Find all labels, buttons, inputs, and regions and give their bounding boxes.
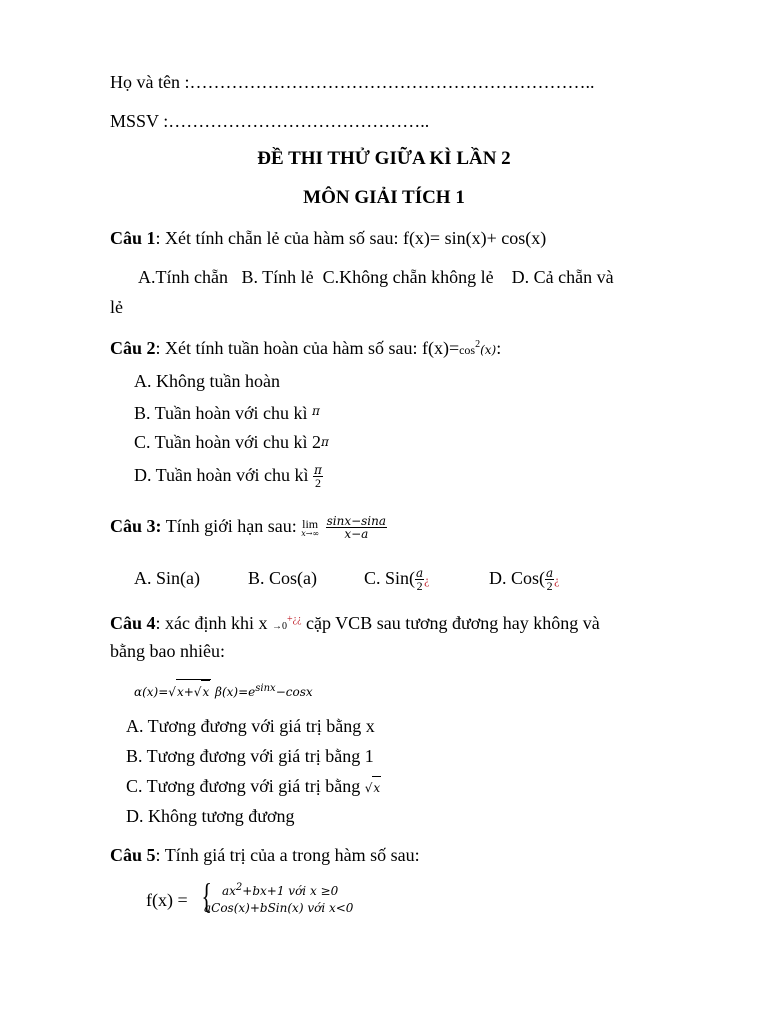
alpha-radicand-1-text: x+ — [176, 685, 194, 699]
question-3-option-b: B. Cos(a) — [248, 568, 317, 588]
lim-text: lim — [302, 516, 319, 531]
pi-symbol: π — [321, 435, 329, 449]
a-over-two-fraction — [415, 567, 424, 592]
question-3 — [110, 515, 387, 540]
name-field-line: Họ và tên :………………………………………………………….. — [110, 72, 595, 92]
question-4-option-b: B. Tương đương với giá trị bằng 1 — [126, 746, 374, 766]
question-4-text-c: bằng bao nhiêu: — [110, 641, 225, 661]
sqrt-radicand: x — [372, 776, 381, 799]
beta-rhs: −cosx — [275, 685, 313, 699]
limit-zero: 0 — [282, 621, 287, 632]
question-4-text-b: cặp VCB sau tương đương hay không và — [301, 613, 600, 633]
vcb-pair-formula: α(x)=√x+√x $\beta(x)=e^{sinx}-\cos x$ — [134, 678, 313, 703]
question-3-option-c-text: C. Sin( — [364, 568, 416, 588]
sqrt-x: √x — [365, 781, 381, 795]
piecewise-case-1 — [222, 880, 338, 899]
question-4-option-d: D. Không tương đương — [126, 806, 295, 826]
broken-glyph: ¿ — [424, 573, 430, 587]
question-2-option-d — [134, 464, 323, 489]
alpha-radicand-1: x+√x — [176, 679, 211, 703]
question-1-label: Câu 1 — [110, 228, 156, 248]
question-2-option-c-text: C. Tuần hoàn với chu kì 2 — [134, 432, 322, 452]
exam-title: ĐỀ THI THỬ GIỮA KÌ LẦN 2 — [257, 148, 511, 169]
pi-over-two-fraction — [313, 464, 323, 489]
question-3-option-a: A. Sin(a) — [134, 568, 200, 588]
broken-glyph: ¿ — [554, 573, 560, 587]
question-4-option-c-text: C. Tương đương với giá trị bằng — [126, 776, 361, 796]
question-1-text: : Xét tính chẵn lẻ của hàm số sau: f(x)= sin(x)+ cos(x) — [155, 228, 547, 248]
question-2-label: Câu 2 — [110, 338, 156, 358]
question-3-option-d-text: D. Cos( — [489, 568, 546, 588]
question-2 — [110, 334, 501, 361]
cos-function: cos — [459, 343, 476, 357]
fraction-numerator: π — [314, 463, 322, 478]
case-1-rest: +bx+1 với x ≥0 — [242, 884, 339, 898]
question-2-text: : Xét tính tuần hoàn của hàm số sau: f(x)= — [155, 338, 460, 358]
case-1-text: ax — [222, 884, 236, 898]
piecewise-fx-label: f(x) = — [146, 890, 188, 910]
question-2-option-b-text: B. Tuần hoàn với chu kì — [134, 403, 308, 423]
student-id-field-line: MSSV :…………………………………….. — [110, 111, 430, 131]
question-4 — [110, 609, 694, 638]
pi-symbol: π — [312, 404, 320, 418]
lim-subscript: x→∞ — [301, 528, 320, 538]
limit-operator — [301, 518, 319, 538]
fraction-denominator: 2 — [546, 579, 553, 594]
question-2-option-b — [134, 400, 320, 424]
question-4-option-c — [126, 775, 381, 799]
question-2-option-c — [134, 431, 329, 453]
question-3-option-d — [489, 567, 560, 592]
piecewise-brace: { — [201, 876, 212, 916]
limit-superscript: +¿¿ — [287, 614, 302, 625]
fraction-numerator: a — [546, 566, 554, 581]
fraction-denominator: 2 — [416, 579, 423, 594]
cos-argument: (x) — [480, 343, 497, 357]
question-1 — [110, 227, 546, 249]
question-2-option-a: A. Không tuần hoàn — [134, 371, 280, 391]
question-4-label: Câu 4 — [110, 613, 156, 633]
question-1-options-wrap: lẻ — [110, 297, 123, 317]
alpha-lhs: α(x)= — [134, 685, 169, 699]
question-3-label: Câu 3: — [110, 516, 162, 536]
limit-numerator: sinx−sina — [326, 514, 387, 529]
beta-lhs: β(x)=e — [215, 685, 256, 699]
fraction-numerator: a — [416, 566, 424, 581]
question-3-option-c — [364, 567, 430, 592]
question-1-options: A.Tính chẵn B. Tính lẻ C.Không chẵn không lẻ D. Cả chẵn và — [138, 267, 614, 287]
limit-fraction — [326, 515, 387, 540]
question-3-text: Tính giới hạn sau: — [161, 516, 297, 536]
question-4-text-a: : xác định khi x — [155, 613, 268, 633]
question-4-option-a: A. Tương đương với giá trị bằng x — [126, 716, 375, 736]
question-2-option-d-text: D. Tuần hoàn với chu kì — [134, 465, 309, 485]
question-5 — [110, 844, 420, 866]
subject-title: MÔN GIẢI TÍCH 1 — [303, 187, 465, 208]
piecewise-case-2: aCos(x)+bSin(x) với x<0 — [204, 901, 354, 915]
alpha-radicand-2: x — [201, 680, 210, 703]
case-1-exponent: 2 — [235, 882, 243, 893]
question-5-label: Câu 5 — [110, 845, 156, 865]
beta-exponent: sinx — [255, 683, 276, 694]
arrow-symbol: → — [272, 621, 282, 632]
question-5-text: : Tính giá trị của a trong hàm số sau: — [155, 845, 420, 865]
limit-denominator: x−a — [344, 527, 369, 542]
fraction-denominator: 2 — [314, 476, 321, 491]
cos-exponent: 2 — [475, 339, 481, 350]
question-2-colon: : — [496, 338, 502, 358]
a-over-two-fraction — [545, 567, 554, 592]
